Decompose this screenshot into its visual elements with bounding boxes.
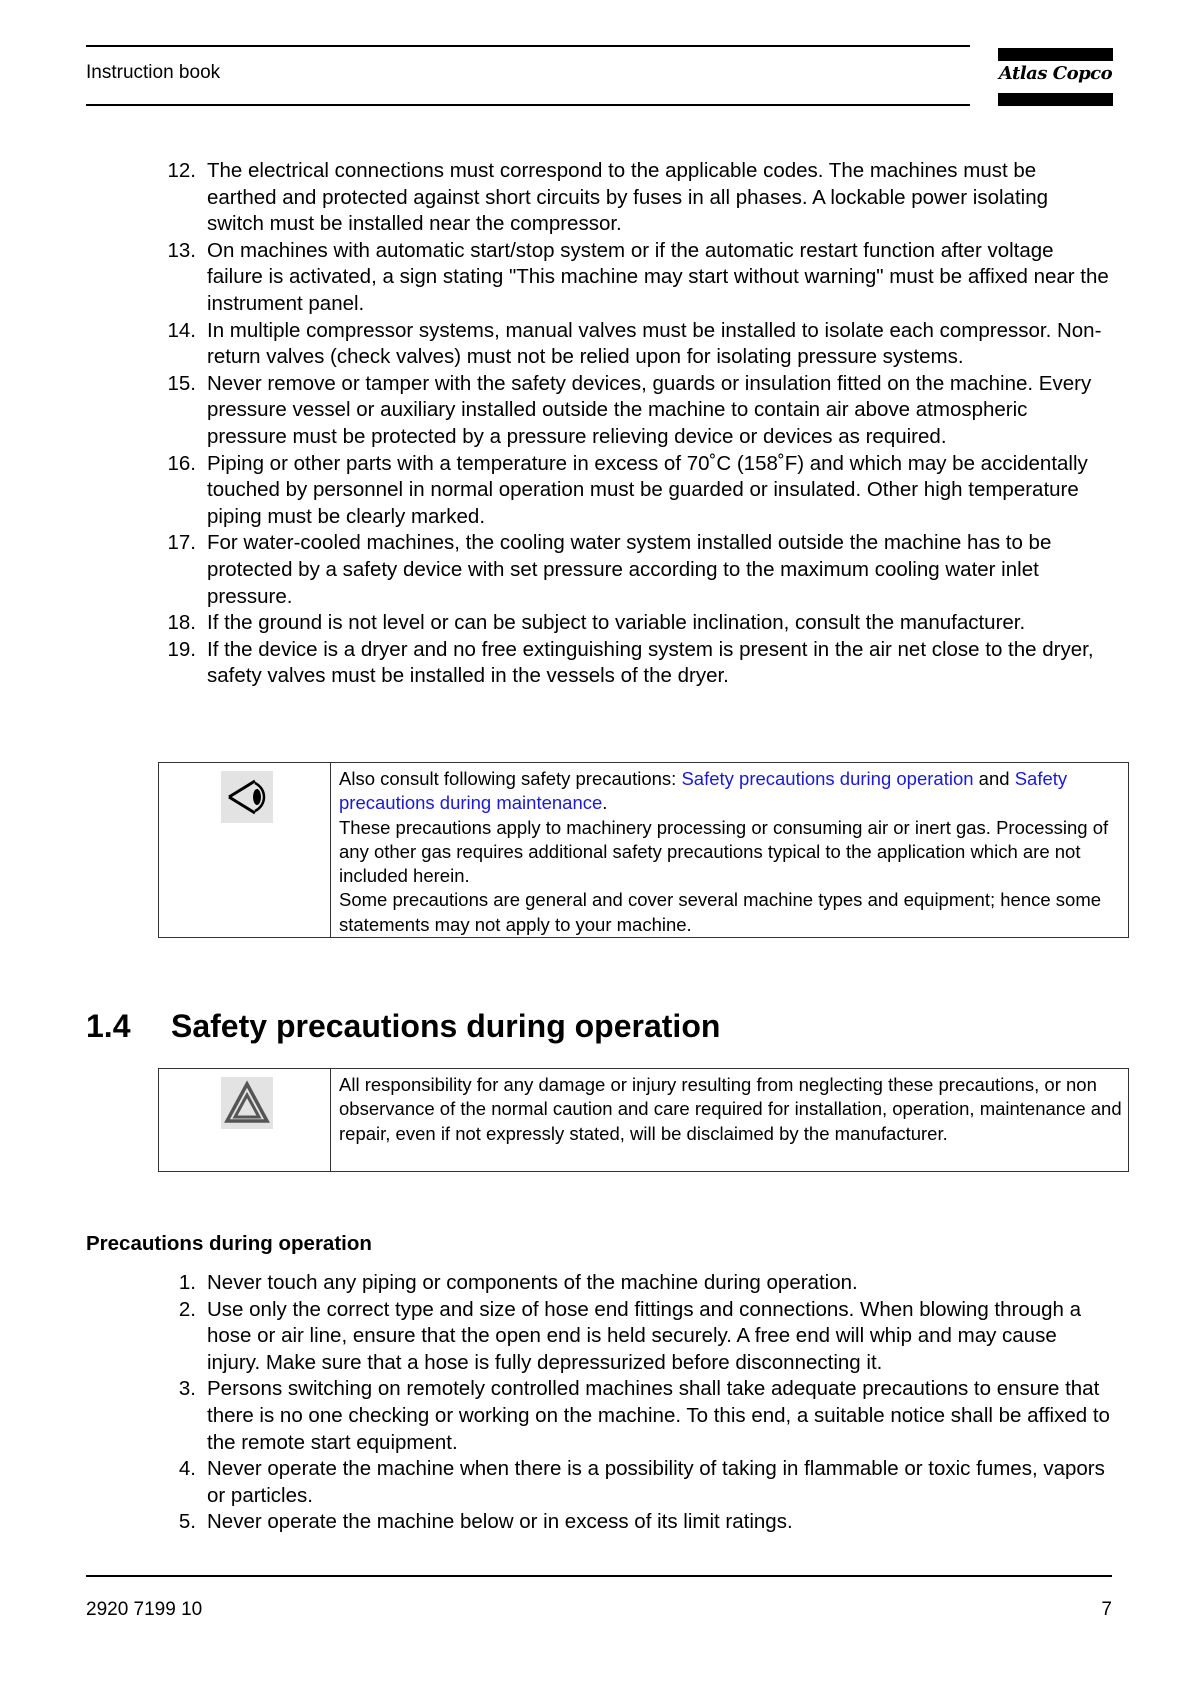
list-item: 5. Never operate the machine below or in excess of its limit ratings. xyxy=(178,1510,793,1534)
warning-triangle-icon xyxy=(221,1077,273,1129)
note-text: Also consult following safety precautions: Safety precautions during operation and Safety precautions during maintenance. These precautions apply to machinery processing or consuming air or inert gas. Processing of any other gas requires additional safety precautions typical to the application which are not included herein. Some precautions are general and cover several machine types and equipment; hence some statements may not apply to your machine. xyxy=(331,763,1128,937)
note-icon-cell xyxy=(159,1069,331,1171)
logo-wordmark: Atlas Copco xyxy=(998,63,1113,84)
header-top-rule xyxy=(86,45,970,47)
list-item: 15. Never remove or tamper with the safety devices, guards or insulation fitted on the machine. Every pressure vessel or auxiliary installed outside the machine to contain air above atmospheric pressure must be protected by a pressure relieving device or devices as required. xyxy=(167,371,1092,448)
note-icon-cell xyxy=(159,763,331,937)
list-item: 17. For water-cooled machines, the cooling water system installed outside the machine has to be protected by a safety device with set pressure according to the maximum cooling water inlet pressure. xyxy=(167,531,1052,608)
link-safety-maintenance[interactable]: Safety precautions during maintenance xyxy=(339,768,1068,814)
warning-text: All responsibility for any damage or injury resulting from neglecting these precautions, or non observance of the normal caution and care required for installation, operation, maintenance and repair, even if not expressly stated, will be disclaimed by the manufacturer. xyxy=(339,1074,1122,1144)
list-item: 4. Never operate the machine when there is a possibility of taking in flammable or toxic fumes, vapors or particles. xyxy=(178,1457,1105,1507)
subheading: Precautions during operation xyxy=(86,1232,372,1255)
eye-icon xyxy=(221,771,273,823)
list-item: 1. Never touch any piping or components of the machine during operation. xyxy=(178,1271,858,1294)
list-item: 16. Piping or other parts with a temperature in excess of 70˚C (158˚F) and which may be accidentally touched by personnel in normal operation must be guarded or insulated. Other high temperature piping must be clearly marked. xyxy=(167,451,1088,528)
header-title: Instruction book xyxy=(86,62,221,83)
warning-note-box xyxy=(158,1068,1129,1172)
safety-list-continued xyxy=(150,158,1110,690)
operation-precautions-list xyxy=(150,1270,1110,1536)
list-item: 2. Use only the correct type and size of hose end fittings and connections. When blowing through a hose or air line, ensure that the open end is held securely. A free end will whip and may cause injury. Make sure that a hose is fully depressurized before disconnecting it. xyxy=(178,1297,1082,1374)
page-number: 7 xyxy=(1101,1599,1112,1620)
note-line: Some precautions are general and cover several machine types and equipment; hence some statements may not apply to your machine. xyxy=(339,889,1102,935)
list-item: 13. On machines with automatic start/stop system or if the automatic restart function after voltage failure is activated, a sign stating "This machine may start without warning" must be affixed near the instrument panel. xyxy=(167,238,1109,315)
list-item: 3. Persons switching on remotely controlled machines shall take adequate precautions to ensure that there is no one checking or working on the machine. To this end, a suitable notice shall be affixed to the remote start equipment. xyxy=(178,1377,1110,1454)
section-number: 1.4 xyxy=(86,1008,131,1044)
link-safety-operation[interactable]: Safety precautions during operation xyxy=(681,768,974,789)
list-item: 19. If the device is a dryer and no free extinguishing system is present in the air net close to the dryer, safety valves must be installed in the vessels of the dryer. xyxy=(167,637,1094,688)
document-number: 2920 7199 10 xyxy=(86,1599,203,1620)
list-item: 14. In multiple compressor systems, manual valves must be installed to isolate each compressor. Non-return valves (check valves) must not be relied upon for isolating pressure systems. xyxy=(167,318,1102,369)
list-item: 12. The electrical connections must correspond to the applicable codes. The machines must be earthed and protected against short circuits by fuses in all phases. A lockable power isolating switch must be installed near the compressor. xyxy=(167,159,1048,236)
list-item: 18. If the ground is not level or can be subject to variable inclination, consult the manufacturer. xyxy=(167,611,1026,635)
note-line: These precautions apply to machinery processing or consuming air or inert gas. Processing of any other gas requires additional safety precautions typical to the application which are not included herein. xyxy=(339,816,1109,887)
info-note-box xyxy=(158,762,1129,938)
header-bottom-rule xyxy=(86,104,970,106)
footer-rule xyxy=(86,1575,1112,1577)
atlas-copco-logo xyxy=(998,48,1113,106)
section-title: Safety precautions during operation xyxy=(171,1008,721,1044)
